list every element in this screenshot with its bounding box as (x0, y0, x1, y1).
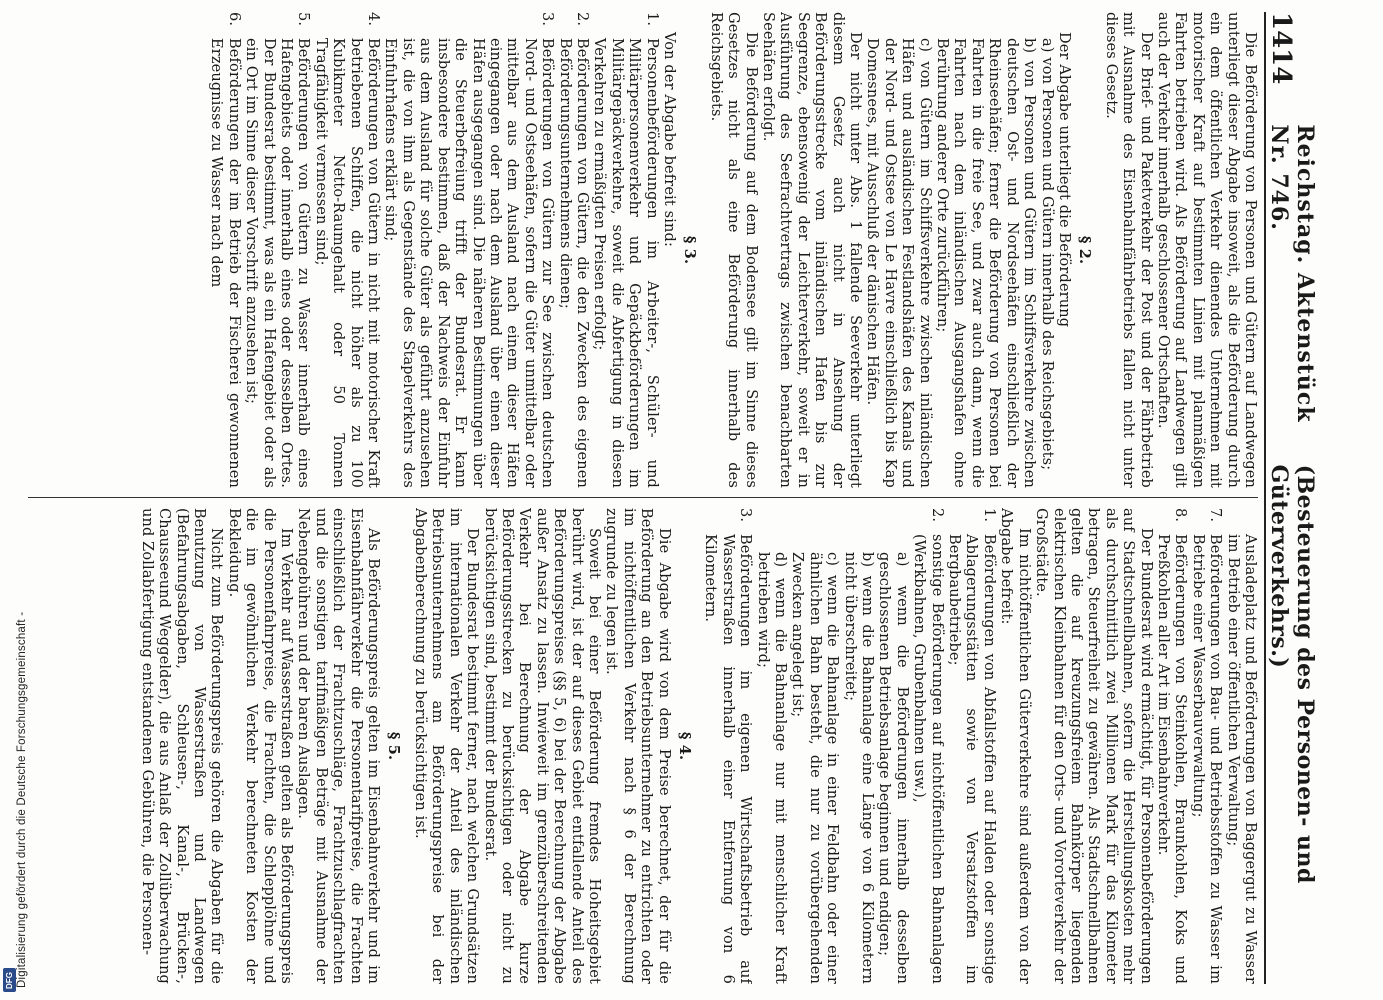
page-subtitle: (Besteuerung des Personen- und Güterverkehrs.) (1266, 464, 1318, 884)
section-heading: § 2. (1076, 235, 1094, 265)
list-item: 8. Beförderungen von Steinkohlen, Braunkohlen, Koks und Preßkohlen aller Art im Eisenbahnverkehr. (1154, 508, 1189, 984)
paragraph: Die Abgabe wird von dem Preise berechnet, der für die Beförderung an den Betriebsunternehmer zu entrichten oder im nichtöffentlichen Verkehr nach § 6 der Berechnung zugrunde zu legen ist. (603, 508, 672, 984)
list-item: b) von Personen und Gütern im Schiffsverkehre zwischen deutschen Ost- und Nordseehäfen einschließlich der Rheinseehäfen; ferner die Beförderung von Personen bei Fahrten in die freie See, und zwar auch dann, wenn die Fahrten nach dem inländischen Ausgangshafen ohne Berührung anderer Orte zurückführen; (934, 38, 1038, 488)
paragraph: Als Beförderungspreis gelten im Eisenbahnverkehr und im Eisenbahnfährverkehr die Personentarifpreise, die Frachten einschließlich der Frachtzuschläge, Frachtzuschlagfrachten und die sonstigen tarifmäßigen Beträge mit Ausnahme der Nebengebühren und der baren Auslagen. (295, 508, 382, 984)
list-item: 1. Personenbeförderungen im Arbeiter-, Schüler- und Militärpersonenverkehr und Gepäckbeförderungen im Militärgepäckverkehre, soweit die Abfertigung in diesen Verkehren zu ermäßigten Preisen erfolgt; (591, 12, 660, 488)
section-heading: § 5. (385, 731, 403, 761)
list-item: 2. sonstige Beförderungen auf nichtöffentlichen Bahnanlagen (Werkbahnen, Grubenbahnen usw.), (911, 508, 945, 984)
list-item: c) von Gütern im Schiffsverkehre zwischen inländischen Häfen und ausländischen Festlandshäfen des Kanals und der Nord- und Ostsee von Le Havre einschließlich bis Kap Domesnees, mit Ausschluß der dänischen Häfen. (864, 38, 933, 488)
list-item: 3. Beförderungen im eigenen Wirtschaftsbetrieb auf Wasserstraßen innerhalb einer Entfernung von 6 Kilometern. (702, 508, 754, 984)
paragraph: Im nichtöffentlichen Güterverkehre sind außerdem von der Abgabe befreit: (998, 508, 1032, 984)
list-item: 4. Beförderungen von Gütern in nicht mit motorischer Kraft betriebenen Schiffen, die nicht höher als zu 100 Kubikmeter Netto-Raumgehalt oder 50 Tonnen Tragfähigkeit vermessen sind; (312, 12, 382, 488)
paragraph: Der Abgabe unterliegt die Beförderung (1055, 32, 1072, 328)
list-item: a) wenn die Beförderungen innerhalb desselben geschlossenen Betriebsanlage beginnen und endigen; (876, 552, 910, 984)
list-item: 3. Beförderungen von Gütern zur See zwischen deutschen Nord- und Ostseehäfen, sofern die Güter unmittelbar oder mittelbar aus dem Ausland nach einem dieser Häfen eingegangen oder nach dem Ausland über einen dieser Häfen ausgegangen sind. Die näheren Bestimmungen über die Steuerbefreiung trifft der Bundesrat. Er kann insbesondere bestimmen, daß der Nachweis der Einfuhr aus dem Ausland für solche Güter als geführt anzusehen ist, die von ihm als Gegenstände des Stapelverkehrs des Einfuhrhafens erklärt sind; (382, 12, 556, 488)
list-item: b) wenn die Bahnanlage eine Länge von 6 Kilometern nicht überschreitet; (841, 552, 876, 984)
left-column (28, 12, 1258, 488)
paragraph: Soweit bei einer Beförderung fremdes Hoheitsgebiet berührt wird, ist der auf dieses Gebiet entfallende Anteil des Beförderungspreises (§§ 5, 6) bei der Berechnung der Abgabe außer Ansatz zu lassen. Inwieweit im grenzüberschreitenden Verkehr bei Berechnung der Abgabe kurze Beförderungsstrecken zu berücksichtigen oder nicht zu berücksichtigen sind, bestimmt der Bundesrat. (481, 508, 602, 984)
paragraph: Der Bundesrat wird ermächtigt, für Personenbeförderungen auf Stadtschnellbahnen, sofern die Herstellungskosten mehr als durchschnittlich zwei Millionen Mark für das Kilometer betragen, Steuerfreiheit zu gewähren. Als Stadtschnellbahnen gelten die auf kreuzungsfreiem Bahnkörper liegenden elektrischen Kleinbahnen für den Orts- und Vororteverkehr der Großstädte. (1033, 508, 1154, 984)
paragraph: Von der Abgabe befreit sind: (661, 32, 677, 247)
paragraph: Der Bundesrat bestimmt ferner, nach welchen Grundsätzen im internationalen Verkehr der Anteil des inländischen Betriebsunternehmens am Beförderungspreise bei der Abgabenberechnung zu berücksichtigen ist. (411, 508, 481, 984)
list-item: 7. Beförderungen von Bau- und Betriebsstoffen zu Wasser im Betriebe einer Wasserbauverwaltung; (1189, 508, 1224, 984)
list-item: Ausladeplatz und Beförderungen von Baggergut zu Wasser im Betrieb einer öffentlichen Verwaltung; (1224, 534, 1258, 984)
page-title: Reichstag. Aktenstück Nr. 746. (1266, 124, 1318, 423)
list-item: 6. Beförderungen der im Betrieb der Fischerei gewonnenen Erzeugnisse zu Wasser nach dem (208, 12, 242, 488)
list-item: a) von Personen und Gütern innerhalb des Reichsgebiets; (1038, 38, 1055, 471)
paragraph: Die Beförderung von Personen und Gütern auf Landwegen unterliegt dieser Abgabe insoweit, als die Beförderung durch ein dem öffentlichen Verkehr dienendes Unternehmen mit motorischer Kraft auf bestimmten Linien mit planmäßigen Fahrten betrieben wird. Als Beförderung auf Landwegen gilt auch der Verkehr innerhalb geschlossener Ortschaften. (1154, 12, 1258, 488)
paragraph: Die Beförderung auf dem Bodensee gilt im Sinne dieses Gesetzes nicht als eine Beförderung innerhalb des Reichsgebiets. (707, 12, 759, 488)
paragraph: Der Brief- und Paketverkehr der Post und der Fährbetrieb mit Ausnahme des Eisenbahnfährbetriebs fallen nicht unter dieses Gesetz. (1102, 12, 1154, 488)
right-column (28, 508, 1258, 984)
paragraph: Nicht zum Beförderungspreis gehören die Abgaben für die Benutzung von Wasserstraßen und Landwegen (Befahrungsabgaben, Schleusen-, Kanal-, Brücken-, Chausseeund Weggelder), die aus Anlaß der Zollüberwachung und Zollabfertigung entstandenen Gebühren, die Personen- (138, 508, 225, 984)
page-header (1264, 12, 1318, 984)
rotated-page-content (12, 0, 1322, 1000)
list-item: 5. Beförderungen von Gütern zu Wasser innerhalb eines Hafengebiets oder innerhalb eines oder desselben Ortes. Der Bundesrat bestimmt, was als ein Hafengebiet oder als ein Ort im Sinne dieser Vorschrift anzusehen ist; (243, 12, 312, 488)
list-item: d) wenn die Bahnanlage nur mit menschlicher Kraft betrieben wird; (754, 552, 789, 984)
page-number: 1414 (1266, 12, 1296, 85)
section-heading: § 3. (681, 235, 699, 265)
digitization-credit (0, 0, 28, 1000)
section-heading: § 4. (676, 731, 693, 761)
credit-text: Digitalisierung gefördert durch die Deutsche Forschungsgemeinschaft - (16, 611, 28, 988)
dfg-logo: DFG (3, 968, 16, 992)
list-item: 1. Beförderungen von Abfallstoffen auf Halden oder sonstige Ablagerungsstätten sowie von Versatzstoffen im Bergbaubetriebe; (946, 508, 997, 984)
list-item: 2. Beförderungen von Gütern, die den Zwecken des eigenen Beförderungsunternehmens dienen; (556, 12, 590, 488)
paragraph: Im Verkehr auf Wasserstraßen gelten als Beförderungspreis die Personenfahrpreise, die Frachten, die Schlepplöhne und die im gewöhnlichen Verkehr berechneten Kosten der Bekleidung. (225, 508, 295, 984)
paragraph: Der nicht unter Abs. 1 fallende Seeverkehr unterliegt diesem Gesetz auch nicht in Ansehung der Beförderungsstrecke vom inländischen Hafen bis zur Seegrenze, ebensowenig der Leichterverkehr, soweit er in Ausführung des Seefrachtvertrags zwischen benachbarten Seehäfen erfolgt. (760, 12, 864, 488)
column-divider (28, 497, 1258, 498)
list-item: c) wenn die Bahnanlage in einer Feldbahn oder einer ähnlichen Bahn besteht, die nur zu vorübergehenden Zwecken angelegt ist; (789, 552, 841, 984)
